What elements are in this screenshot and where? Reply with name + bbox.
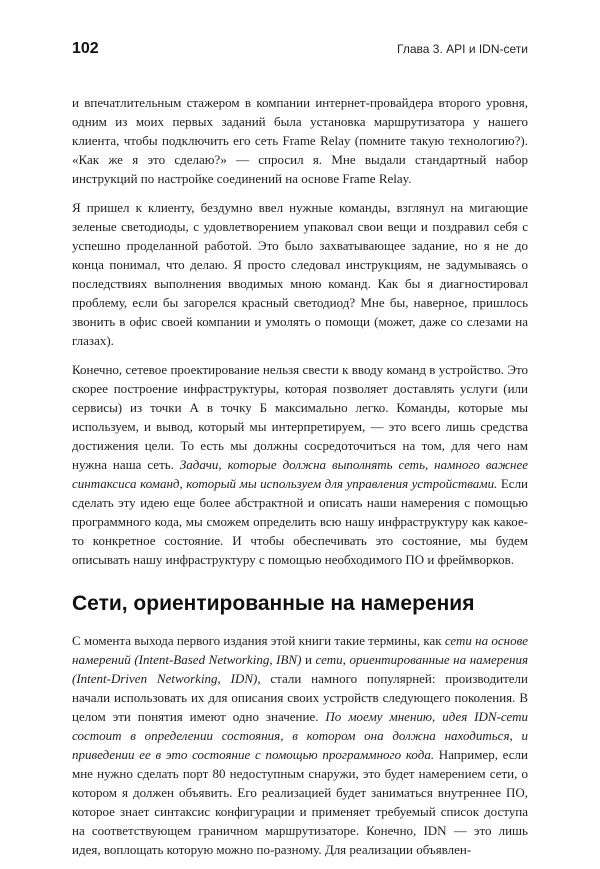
term-ibn: сети на основе намерений (Intent-Based Networking, IBN) xyxy=(72,633,528,667)
paragraph-3-text-b: Если сделать эту идею еще более абстрактной и описать наши намерения с помощью программного кода, мы сможем определить всю нашу инфраструктуру как какое-то конкретное состояние. И чтобы обеспечивать это состояние, мы будем описывать нашу инфраструктуру с помощью необходимого ПО и фреймворков. xyxy=(72,476,529,567)
paragraph-4-text-e: , стали намного популярней: производители начали использовать их для описания своих устройств следующего поколения. В целом эти понятия имеют одно значение. xyxy=(72,671,528,724)
section-heading: Сети, ориентированные на намерения xyxy=(72,592,475,615)
paragraph-4-text-g: Например, если мне нужно сделать порт 80 недоступным снаружи, это будет намерением сети, о котором я должен объявить. Его реализацией будет заниматься внутреннее ПО, которое знает синтаксис конфигурации и применяет требуемый список доступа на соответствующем граничном маршрутизаторе. Конечно, IDN — это лишь идея, воплощать которую можно по-разному. Для реализации объявлен- xyxy=(72,747,528,857)
page-number: 102 xyxy=(72,40,99,57)
paragraph-3-text-a: Конечно, сетевое проектирование нельзя свести к вводу команд в устройство. Это скорее построение инфраструктуры, которая позволяет доставлять услуги (или сервисы) из точки А в точку Б максимально легко. Команды, которые мы используем, и вывод, который мы интерпретируем, — это всего лишь средства достижения цели. То есть мы должны сосредоточиться на том, для чего нам нужна наша сеть. xyxy=(72,362,528,472)
running-head: Глава 3. API и IDN-сети xyxy=(397,42,528,56)
paragraph-4-text-c: и xyxy=(301,652,316,667)
paragraph-3-emphasis: Задачи, которые должна выполнять сеть, намного важнее синтаксиса команд, который мы используем для управления устройствами. xyxy=(72,457,528,491)
paragraph-4 xyxy=(72,631,528,859)
page-header xyxy=(72,40,528,62)
term-idn: сети, ориентированные на намерения (Intent-Driven Networking, IDN) xyxy=(72,652,528,686)
paragraph-4-text-a: С момента выхода первого издания этой книги такие термины, как xyxy=(72,633,445,648)
page-body xyxy=(72,93,528,869)
paragraph-4-emphasis: По моему мнению, идея IDN-сети состоит в определении состояния, в котором она должна находиться, и приведении ее в это состояние с помощью программного кода. xyxy=(72,709,528,762)
paragraph-1: и впечатлительным стажером в компании интернет-провайдера второго уровня, одним из моих первых заданий была установка маршрутизатора у нашего клиента, чтобы подключить его сеть Frame Relay (помните такую технологию?). «Как же я это сделаю?» — спросил я. Мне выдали стандартный набор инструкций по настройке соединений на основе Frame Relay. xyxy=(72,95,528,186)
paragraph-3 xyxy=(72,360,528,569)
paragraph-2: Я пришел к клиенту, бездумно ввел нужные команды, взглянул на мигающие зеленые светодиоды, с удовлетворением упаковал свои вещи и поздравил себя с успешно проделанной работой. Это было захватывающее задание, но я не до конца понимал, что делаю. Я просто следовал инструкциям, не задумываясь о последствиях выполнения вводимых мною команд. Как бы я диагностировал проблему, если бы загорелся красный светодиод? Мне бы, наверное, пришлось звонить в офис своей компании и умолять о помощи (может, даже со слезами на глазах). xyxy=(72,200,528,348)
